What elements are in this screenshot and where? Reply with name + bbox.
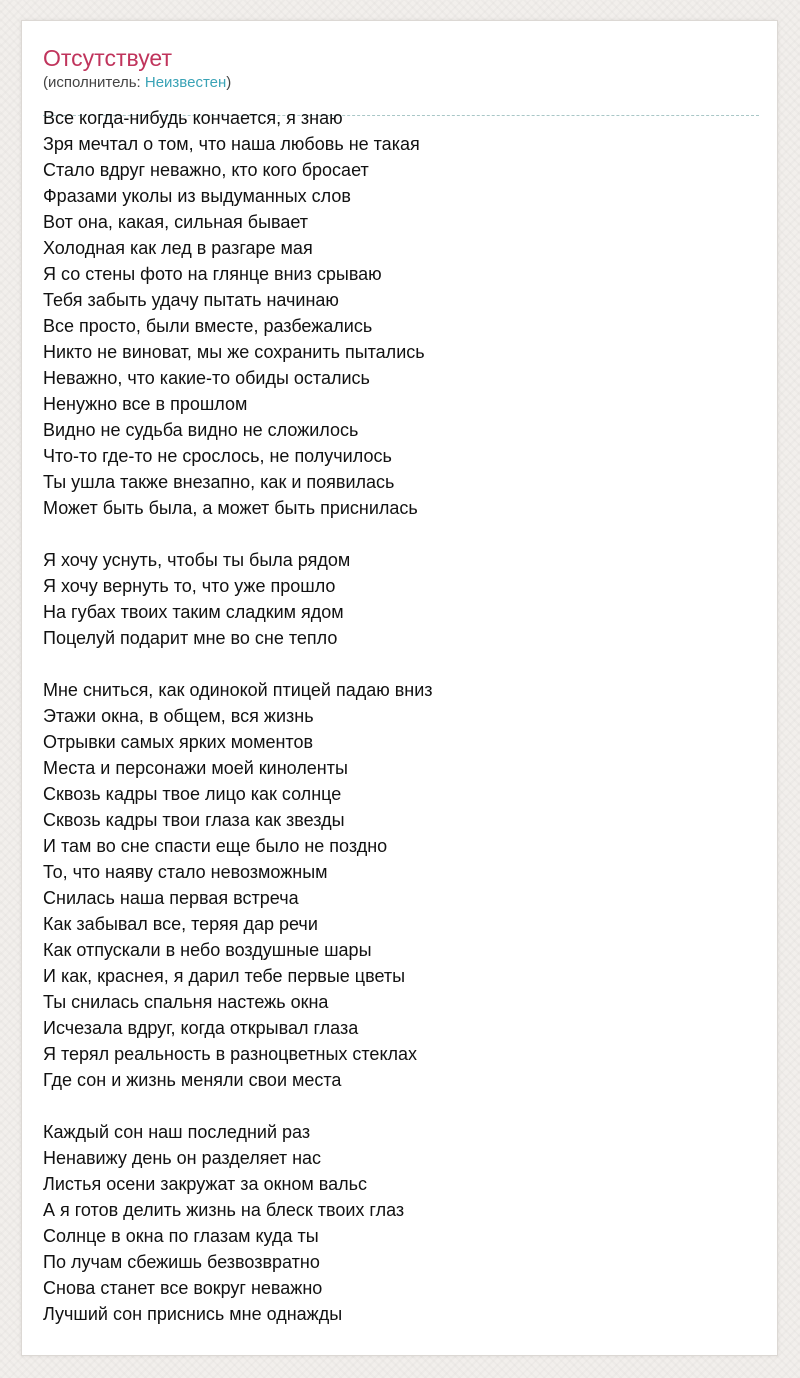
artist-link[interactable]: Неизвестен bbox=[144, 74, 227, 91]
artist-line bbox=[43, 73, 231, 93]
lyrics-card bbox=[21, 20, 778, 1356]
lyrics-text: Все когда-нибудь кончается, я знаю Зря мечтал о том, что наша любовь не такая Стало вдруг неважно, кто кого бросает Фразами уколы из выдуманных слов Вот она, какая, сильная бывает Холодная как лед в разгаре мая Я со стены фото на глянце вниз срываю Тебя забыть удачу пытать начинаю Все просто, были вместе, разбежались Никто не виноват, мы же сохранить пытались Неважно, что какие-то обиды остались Ненужно все в прошлом Видно не судьба видно не сложилось Что-то где-то не срослось, не получилось Ты ушла также внезапно, как и появилась Может быть была, а может быть приснилась Я хочу уснуть, чтобы ты была рядом Я хочу вернуть то, что уже прошло На губах твоих таким сладким ядом Поцелуй подарит мне во сне тепло Мне сниться, как одинокой птицей падаю вниз Этажи окна, в общем, вся жизнь Отрывки самых ярких моментов Места и персонажи моей киноленты Сквозь кадры твое лицо как солнце Сквозь кадры твои глаза как звезды И там во сне спасти еще было не поздно То, что наяву стало невозможным Снилась наша первая встреча Как забывал все, теряя дар речи Как отпускали в небо воздушные шары И как, краснея, я дарил тебе первые цветы Ты снилась спальня настежь окна Исчезала вдруг, когда открывал глаза Я терял реальность в разноцветных стеклах Где сон и жизнь меняли свои места Каждый сон наш последний раз Ненавижу день он разделяет нас Листья осени закружат за окном вальс А я готов делить жизнь на блеск твоих глаз Солнце в окна по глазам куда ты По лучам сбежишь безвозвратно Снова станет все вокруг неважно Лучший сон приснись мне однажды bbox=[43, 108, 433, 1324]
artist-suffix: ) bbox=[226, 74, 232, 91]
song-title: Отсутствует bbox=[43, 45, 172, 71]
artist-prefix: (исполнитель: bbox=[43, 74, 145, 91]
